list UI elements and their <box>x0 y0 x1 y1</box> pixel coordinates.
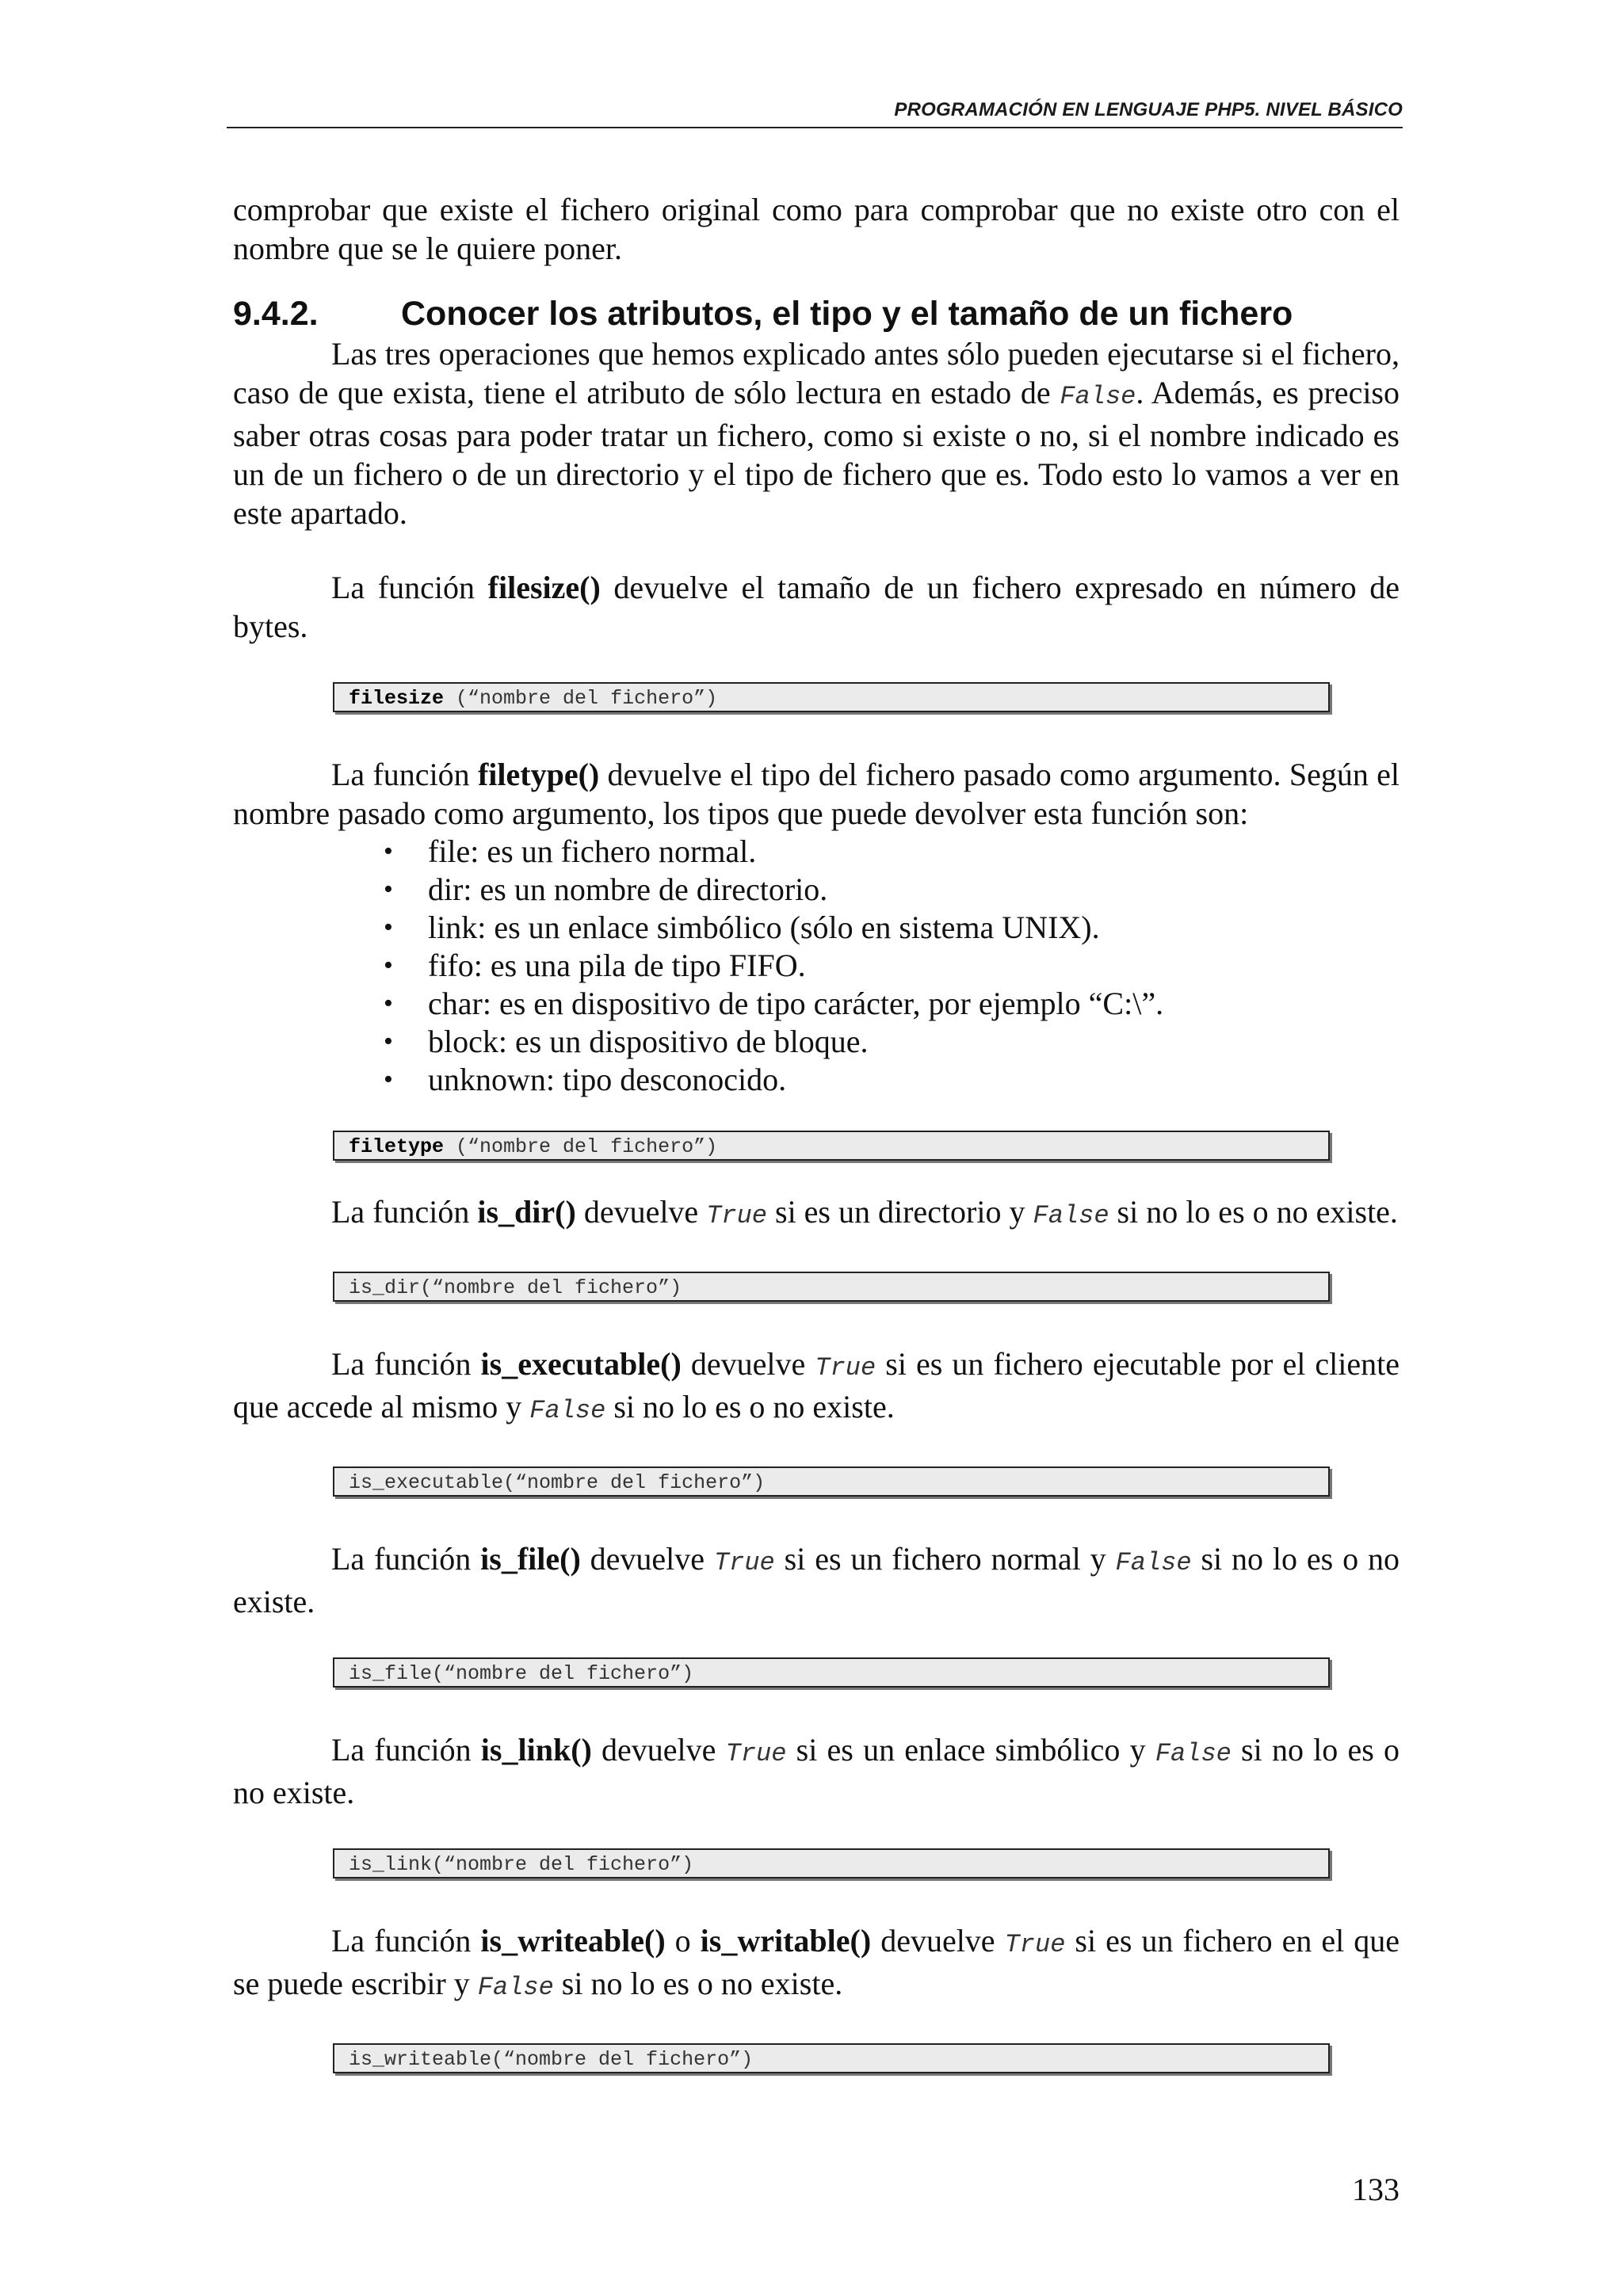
section-title: Conocer los atributos, el tipo y el tamaño de un fichero <box>401 295 1293 333</box>
code-box-is-dir: is_dir(“nombre del fichero”) <box>333 1272 1330 1302</box>
inline-code-true: True <box>706 1201 767 1230</box>
list-item-text: link: es un enlace simbólico (sólo en sistema UNIX). <box>428 910 1100 945</box>
list-item <box>233 1061 1400 1099</box>
bullet: • <box>384 875 393 904</box>
code-box-is-file: is_file(“nombre del fichero”) <box>333 1657 1330 1688</box>
list-item-text: fifo: es una pila de tipo FIFO. <box>428 948 806 983</box>
code-box-is-executable: is_executable(“nombre del fichero”) <box>333 1466 1330 1497</box>
bullet: • <box>384 913 393 942</box>
section-number: 9.4.2. <box>233 295 319 333</box>
list-item <box>233 947 1400 985</box>
section-heading <box>233 293 1400 334</box>
text-span: si no lo es o no existe. <box>233 1541 1400 1619</box>
filetype-paragraph <box>233 755 1400 833</box>
function-name: is_executable() <box>480 1346 682 1382</box>
list-item-text: unknown: tipo desconocido. <box>428 1062 787 1097</box>
text-span: si no lo es o no existe. <box>553 1966 843 2001</box>
page-content <box>233 190 1400 2073</box>
text-span: devuelve <box>575 1194 707 1230</box>
section-intro-paragraph <box>233 334 1400 532</box>
text-span: si no lo es o no existe. <box>605 1389 895 1425</box>
running-header: PROGRAMACIÓN EN LENGUAJE PHP5. NIVEL BÁSICO <box>227 93 1403 128</box>
text-span: La función <box>331 1541 481 1577</box>
code-box-filetype <box>333 1131 1330 1161</box>
filetype-list <box>233 833 1400 1099</box>
text-span: devuelve <box>591 1732 726 1768</box>
function-name: is_writable() <box>700 1923 872 1958</box>
bullet: • <box>384 989 393 1018</box>
inline-code-false: False <box>1033 1201 1109 1230</box>
bullet: • <box>384 1065 393 1094</box>
list-item-text: dir: es un nombre de directorio. <box>428 871 828 907</box>
text-span: si es un fichero normal y <box>774 1541 1116 1577</box>
inline-code-true: True <box>815 1353 876 1383</box>
inline-code-false: False <box>477 1973 554 2002</box>
list-item <box>233 909 1400 947</box>
function-name: filetype() <box>477 757 600 792</box>
inline-code-false: False <box>529 1396 606 1425</box>
list-item <box>233 985 1400 1023</box>
text-span: La función <box>331 570 488 605</box>
is-writeable-paragraph <box>233 1921 1400 2007</box>
text-span: si es un enlace simbólico y <box>786 1732 1155 1768</box>
list-item <box>233 1023 1400 1061</box>
text-span: devuelve el tamaño de un fichero expresado en número de bytes. <box>233 570 1400 644</box>
bullet: • <box>384 951 393 980</box>
list-item-text: block: es un dispositivo de bloque. <box>428 1024 869 1059</box>
bullet: • <box>384 837 393 866</box>
text-span: La función <box>331 1346 481 1382</box>
code-box-filesize <box>333 682 1330 712</box>
text-span: . Además, es preciso saber otras cosas para poder tratar un fichero, como si existe o no, si el nombre indicado es un de un fichero o de un directorio y el tipo de fichero que es. Todo esto lo vamos a ver en este apartado. <box>233 375 1400 531</box>
code-args: (“nombre del fichero”) <box>444 1135 718 1158</box>
text-span: si es un fichero en el que se puede escribir y <box>233 1923 1400 2001</box>
code-function: filesize <box>349 687 445 710</box>
bullet: • <box>384 1027 393 1056</box>
text-span: La función <box>331 1194 478 1230</box>
text-span: devuelve el tipo del fichero pasado como argumento. Según el nombre pasado como argumento, los tipos que puede devolver esta función son: <box>233 757 1400 831</box>
text-span: La función <box>331 1923 481 1958</box>
function-name: is_link() <box>480 1732 592 1768</box>
intro-paragraph: comprobar que existe el fichero original como para comprobar que no existe otro con el nombre que se le quiere poner. <box>233 192 1400 266</box>
text-span: devuelve <box>871 1923 1005 1958</box>
function-name: filesize() <box>487 570 601 605</box>
text-span: devuelve <box>580 1541 714 1577</box>
list-item-text: file: es un fichero normal. <box>428 833 757 869</box>
inline-code-true: True <box>725 1739 787 1768</box>
text-span: si es un fichero ejecutable por el cliente que accede al mismo y <box>233 1346 1400 1425</box>
list-item <box>233 833 1400 871</box>
function-name: is_file() <box>480 1541 581 1577</box>
page-number: 133 <box>1352 2172 1400 2207</box>
inline-code-true: True <box>713 1548 775 1577</box>
function-name: is_writeable() <box>480 1923 666 1958</box>
list-item <box>233 871 1400 909</box>
text-span: o <box>665 1923 701 1958</box>
code-function: filetype <box>349 1135 445 1158</box>
is-link-paragraph <box>233 1730 1400 1812</box>
function-name: is_dir() <box>477 1194 576 1230</box>
code-box-is-writeable: is_writeable(“nombre del fichero”) <box>333 2043 1330 2073</box>
code-box-is-link: is_link(“nombre del fichero”) <box>333 1848 1330 1878</box>
text-span: devuelve <box>681 1346 815 1382</box>
filesize-paragraph <box>233 568 1400 646</box>
text-span: si es un directorio y <box>767 1194 1033 1230</box>
text-span: La función <box>331 757 478 792</box>
text-span: Las tres operaciones que hemos explicado antes sólo pueden ejecutarse si el fichero, caso de que exista, tiene el atributo de sólo lectura en estado de <box>233 336 1400 410</box>
is-file-paragraph <box>233 1539 1400 1621</box>
inline-code-false: False <box>1060 382 1136 411</box>
list-item-text: char: es en dispositivo de tipo carácter, por ejemplo “C:\”. <box>428 986 1164 1021</box>
is-dir-paragraph <box>233 1192 1400 1235</box>
is-executable-paragraph <box>233 1344 1400 1430</box>
text-span: La función <box>331 1732 481 1768</box>
text-span: si no lo es o no existe. <box>1109 1194 1398 1230</box>
code-args: (“nombre del fichero”) <box>444 687 718 710</box>
inline-code-false: False <box>1155 1739 1232 1768</box>
text-span: si no lo es o no existe. <box>233 1732 1400 1810</box>
inline-code-true: True <box>1004 1930 1066 1959</box>
inline-code-false: False <box>1115 1548 1192 1577</box>
